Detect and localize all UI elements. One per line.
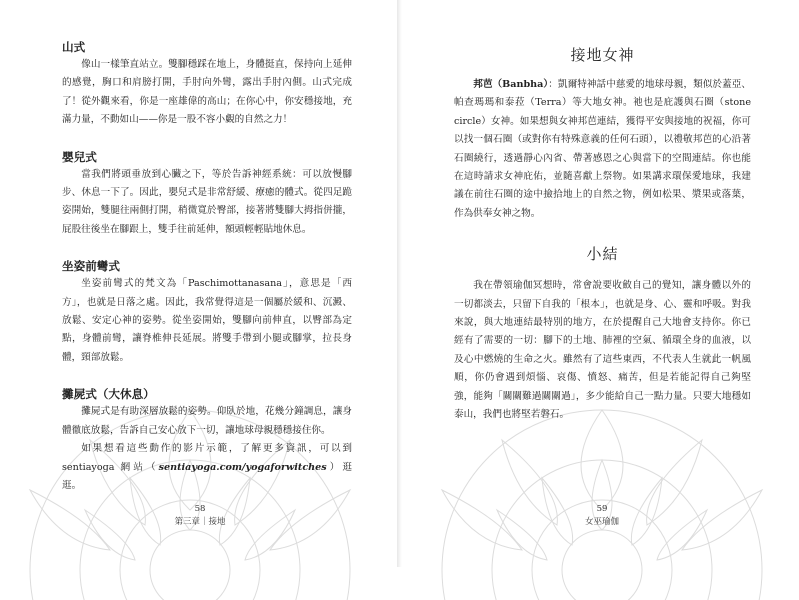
right-page [402, 0, 799, 567]
link-para-after: ）逛逛。 [62, 461, 353, 491]
paragraph-corpse-pose: 攤屍式是有助深層放鬆的姿勢。仰臥於地，花幾分鐘調息，讓身體徹底放鬆，告訴自己安心放下一切，讓地球母親穩穩接住你。 [62, 406, 352, 436]
goddess-name: 邦芭（Banbha） [473, 79, 549, 90]
paragraph-video-link [62, 440, 352, 495]
left-page-footer [140, 503, 260, 529]
left-page [0, 0, 398, 567]
section-heading-corpse-pose: 攤屍式（大休息） [62, 387, 155, 402]
website-link[interactable]: sentiayoga.com/yogaforwitches [158, 461, 327, 473]
paragraph-seated-forward-bend: 坐姿前彎式的梵文為「Paschimottanasana」，意思是「西方」，也就是日落之處。因此，我常覺得這是一個屬於緩和、沉澱、放鬆、安定心神的姿勢。從坐姿開始，雙腳向前伸直，以臀部為定點，身體前彎，讓脊椎伸長延展。將雙手帶到小腿或腳掌，拉長身體，頸部放鬆。 [62, 278, 352, 363]
heading-grounding-goddess: 接地女神 [570, 46, 635, 64]
book-title-label: 女巫瑜伽 [584, 517, 619, 527]
page-number-right: 59 [596, 504, 608, 514]
section-heading-child-pose: 嬰兒式 [62, 149, 97, 164]
heading-summary: 小結 [586, 245, 619, 264]
chapter-label: 第三章｜接地 [174, 517, 226, 527]
paragraph-summary: 我在帶領瑜伽冥想時，常會說要收斂自己的覺知，讓身體以外的一切都淡去，只留下自我的「根本」，也就是身、心、靈和呼吸。對我來說，與大地連結最特別的地方，在於提醒自己大地會支持你。你已經有了需要的一切：腳下的土地、肺裡的空氣、循環全身的血液，以及心中燃燒的生命之火。雖然有了這些東西，不代表人生就此一帆風順，你仍會遇到煩惱、哀傷、憤怒、痛苦，但是若能記得自己夠堅強，能夠「關關難過關關過」，多少能給自己一點力量。只要大地穩如泰山，我們也將堅若磐石。 [454, 280, 751, 421]
paragraph-mountain-pose: 像山一樣筆直站立。雙腳穩踩在地上，身體挺直，保持向上延伸的感覺，胸口和肩膀打開，手肘向外彎，露出手肘內側。山式完成了！從外觀來看，你是一座雄偉的高山；在你心中，你安穩接地，充滿力量，不動如山——你是一股不容小覷的自然之力！ [62, 59, 352, 126]
section-heading-mountain-pose: 山式 [62, 40, 86, 54]
right-page-footer [542, 503, 662, 529]
link-para-before: 如果想看這些動作的影片示範，了解更多資訊，可以到 sentiayoga 網站（ [62, 443, 352, 473]
right-page-content [454, 40, 751, 425]
paragraph-child-pose: 當我們將頭垂放到心臟之下，等於告訴神經系統：可以放慢腳步、休息一下了。因此，嬰兒式是非常舒緩、療癒的體式。從四足跪姿開始，雙腿往兩側打開，稍微寬於臀部，接著將雙腳大拇指併攏，屁股往後坐在腳跟上，雙手往前延伸，額頭輕輕貼地休息。 [62, 168, 352, 235]
paragraph-goddess-banbha [454, 76, 751, 223]
left-page-content [62, 38, 352, 495]
page-number-left: 58 [194, 504, 206, 514]
goddess-description: ：凱爾特神話中慈愛的地球母親，類似於蓋亞、帕查瑪瑪和泰菈（Terra）等大地女神。祂也是庇護與石圈（stone circle）女神。如果想與女神邦芭連結，獲得平安與接地的祝福，你可以找一個石圈（或對你有特殊意義的任何石頭），以禮敬邦芭的心沿著石圈繞行，透過靜心內省、帶著感恩之心與當下的空間連結。你也能在這時請求女神庇佑，並隨喜獻上祭物。如果講求環保愛地球，我建議在前往石圈的途中撿拾地上的自然之物，例如松果、漿果或落葉，作為供奉女神之物。 [454, 79, 751, 219]
section-heading-seated-forward-bend: 坐姿前彎式 [62, 259, 120, 274]
